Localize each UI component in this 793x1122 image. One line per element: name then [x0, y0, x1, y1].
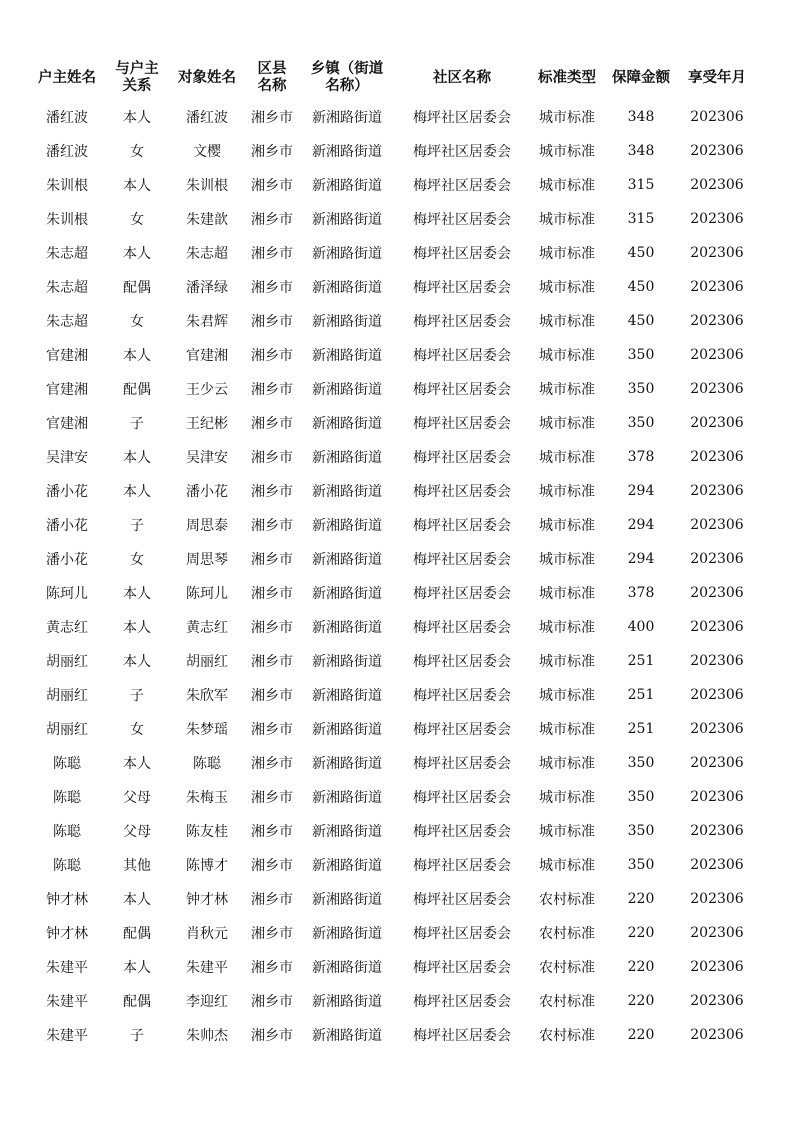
- cell-county: 湘乡市: [251, 450, 293, 466]
- cell-amount: 251: [627, 721, 655, 737]
- cell-relation: 配偶: [123, 382, 151, 398]
- cell-township: 新湘路街道: [312, 790, 382, 806]
- cell-recipient-name: 官建湘: [186, 348, 228, 364]
- cell-township: 新湘路街道: [312, 858, 382, 874]
- cell-recipient-name: 陈聪: [193, 756, 221, 772]
- cell-householder-name: 胡丽红: [46, 722, 88, 738]
- cell-township: 新湘路街道: [312, 314, 382, 330]
- cell-township: 新湘路街道: [312, 756, 382, 772]
- cell-amount: 315: [627, 177, 655, 193]
- cell-township: 新湘路街道: [312, 892, 382, 908]
- cell-recipient-name: 朱梦瑶: [186, 722, 228, 738]
- cell-community: 梅坪社区居委会: [413, 416, 511, 432]
- table-header-row: [28, 56, 758, 100]
- cell-householder-name: 潘小花: [46, 552, 88, 568]
- cell-community: 梅坪社区居委会: [413, 858, 511, 874]
- cell-relation: 本人: [123, 484, 151, 500]
- table-row: [28, 916, 758, 950]
- cell-relation: 女: [130, 722, 144, 738]
- table-row: [28, 406, 758, 440]
- cell-standard-type: 城市标准: [539, 858, 595, 874]
- cell-period: 202306: [690, 823, 744, 839]
- cell-householder-name: 黄志红: [46, 620, 88, 636]
- cell-amount: 294: [627, 551, 655, 567]
- cell-recipient-name: 朱欣军: [186, 688, 228, 704]
- cell-householder-name: 朱训根: [46, 212, 88, 228]
- cell-amount: 350: [627, 755, 655, 771]
- cell-community: 梅坪社区居委会: [413, 382, 511, 398]
- cell-amount: 350: [627, 789, 655, 805]
- cell-standard-type: 农村标准: [539, 892, 595, 908]
- cell-period: 202306: [690, 245, 744, 261]
- table-row: [28, 746, 758, 780]
- cell-county: 湘乡市: [251, 552, 293, 568]
- header-amount: 保障金额: [612, 69, 670, 86]
- cell-period: 202306: [690, 585, 744, 601]
- cell-township: 新湘路街道: [312, 960, 382, 976]
- table-row: [28, 270, 758, 304]
- cell-householder-name: 朱建平: [46, 960, 88, 976]
- cell-period: 202306: [690, 211, 744, 227]
- cell-amount: 251: [627, 687, 655, 703]
- table-row: [28, 508, 758, 542]
- cell-relation: 本人: [123, 246, 151, 262]
- cell-county: 湘乡市: [251, 960, 293, 976]
- cell-community: 梅坪社区居委会: [413, 450, 511, 466]
- cell-county: 湘乡市: [251, 178, 293, 194]
- cell-county: 湘乡市: [251, 654, 293, 670]
- cell-township: 新湘路街道: [312, 926, 382, 942]
- cell-amount: 378: [627, 585, 655, 601]
- cell-township: 新湘路街道: [312, 178, 382, 194]
- cell-recipient-name: 周思琴: [186, 552, 228, 568]
- cell-relation: 其他: [123, 858, 151, 874]
- cell-community: 梅坪社区居委会: [413, 960, 511, 976]
- cell-community: 梅坪社区居委会: [413, 144, 511, 160]
- cell-township: 新湘路街道: [312, 824, 382, 840]
- cell-recipient-name: 肖秋元: [186, 926, 228, 942]
- cell-householder-name: 陈聪: [53, 756, 81, 772]
- cell-amount: 220: [627, 993, 655, 1009]
- table-row: [28, 1018, 758, 1052]
- cell-period: 202306: [690, 279, 744, 295]
- cell-county: 湘乡市: [251, 1028, 293, 1044]
- cell-recipient-name: 朱梅玉: [186, 790, 228, 806]
- cell-township: 新湘路街道: [312, 654, 382, 670]
- cell-recipient-name: 钟才林: [186, 892, 228, 908]
- cell-county: 湘乡市: [251, 586, 293, 602]
- cell-householder-name: 钟才林: [46, 926, 88, 942]
- cell-standard-type: 农村标准: [539, 960, 595, 976]
- cell-county: 湘乡市: [251, 212, 293, 228]
- cell-householder-name: 陈珂儿: [46, 586, 88, 602]
- cell-amount: 220: [627, 891, 655, 907]
- cell-period: 202306: [690, 959, 744, 975]
- cell-relation: 本人: [123, 960, 151, 976]
- table-row: [28, 202, 758, 236]
- cell-community: 梅坪社区居委会: [413, 824, 511, 840]
- cell-township: 新湘路街道: [312, 586, 382, 602]
- cell-county: 湘乡市: [251, 144, 293, 160]
- table-body: [28, 100, 758, 1052]
- cell-community: 梅坪社区居委会: [413, 688, 511, 704]
- cell-township: 新湘路街道: [312, 450, 382, 466]
- table-row: [28, 134, 758, 168]
- cell-period: 202306: [690, 721, 744, 737]
- cell-county: 湘乡市: [251, 790, 293, 806]
- cell-township: 新湘路街道: [312, 382, 382, 398]
- cell-householder-name: 陈聪: [53, 858, 81, 874]
- cell-standard-type: 城市标准: [539, 110, 595, 126]
- cell-recipient-name: 吴津安: [186, 450, 228, 466]
- cell-relation: 本人: [123, 620, 151, 636]
- cell-householder-name: 官建湘: [46, 348, 88, 364]
- table-row: [28, 678, 758, 712]
- table-row: [28, 814, 758, 848]
- document-page: [28, 56, 758, 1052]
- cell-period: 202306: [690, 109, 744, 125]
- cell-amount: 348: [627, 109, 655, 125]
- header-householder-name: 户主姓名: [38, 69, 96, 86]
- table-row: [28, 848, 758, 882]
- cell-period: 202306: [690, 381, 744, 397]
- table-row: [28, 984, 758, 1018]
- subsidy-table: [28, 56, 758, 1052]
- table-row: [28, 542, 758, 576]
- cell-community: 梅坪社区居委会: [413, 518, 511, 534]
- cell-township: 新湘路街道: [312, 518, 382, 534]
- cell-amount: 450: [627, 313, 655, 329]
- table-row: [28, 440, 758, 474]
- cell-period: 202306: [690, 993, 744, 1009]
- table-row: [28, 168, 758, 202]
- cell-recipient-name: 朱帅杰: [186, 1028, 228, 1044]
- cell-county: 湘乡市: [251, 416, 293, 432]
- cell-recipient-name: 潘红波: [186, 110, 228, 126]
- cell-recipient-name: 朱志超: [186, 246, 228, 262]
- cell-amount: 348: [627, 143, 655, 159]
- cell-county: 湘乡市: [251, 722, 293, 738]
- cell-recipient-name: 潘泽绿: [186, 280, 228, 296]
- cell-recipient-name: 陈博才: [186, 858, 228, 874]
- cell-householder-name: 朱建平: [46, 1028, 88, 1044]
- cell-county: 湘乡市: [251, 314, 293, 330]
- cell-recipient-name: 周思泰: [186, 518, 228, 534]
- cell-householder-name: 胡丽红: [46, 688, 88, 704]
- cell-period: 202306: [690, 143, 744, 159]
- cell-relation: 女: [130, 212, 144, 228]
- cell-householder-name: 朱志超: [46, 280, 88, 296]
- cell-community: 梅坪社区居委会: [413, 620, 511, 636]
- cell-county: 湘乡市: [251, 994, 293, 1010]
- cell-community: 梅坪社区居委会: [413, 110, 511, 126]
- cell-county: 湘乡市: [251, 892, 293, 908]
- header-recipient-name: 对象姓名: [178, 69, 236, 86]
- cell-community: 梅坪社区居委会: [413, 484, 511, 500]
- cell-relation: 父母: [123, 790, 151, 806]
- cell-period: 202306: [690, 347, 744, 363]
- cell-relation: 女: [130, 144, 144, 160]
- cell-period: 202306: [690, 687, 744, 703]
- cell-period: 202306: [690, 483, 744, 499]
- cell-county: 湘乡市: [251, 382, 293, 398]
- cell-recipient-name: 黄志红: [186, 620, 228, 636]
- header-period: 享受年月: [688, 69, 746, 86]
- cell-period: 202306: [690, 925, 744, 941]
- cell-householder-name: 潘小花: [46, 518, 88, 534]
- cell-township: 新湘路街道: [312, 1028, 382, 1044]
- cell-township: 新湘路街道: [312, 416, 382, 432]
- cell-county: 湘乡市: [251, 926, 293, 942]
- cell-standard-type: 农村标准: [539, 1028, 595, 1044]
- cell-householder-name: 陈聪: [53, 824, 81, 840]
- cell-county: 湘乡市: [251, 110, 293, 126]
- cell-period: 202306: [690, 551, 744, 567]
- cell-standard-type: 城市标准: [539, 620, 595, 636]
- cell-amount: 378: [627, 449, 655, 465]
- cell-recipient-name: 王少云: [186, 382, 228, 398]
- cell-community: 梅坪社区居委会: [413, 314, 511, 330]
- cell-householder-name: 官建湘: [46, 416, 88, 432]
- cell-standard-type: 城市标准: [539, 314, 595, 330]
- cell-community: 梅坪社区居委会: [413, 654, 511, 670]
- cell-period: 202306: [690, 415, 744, 431]
- cell-standard-type: 城市标准: [539, 756, 595, 772]
- cell-community: 梅坪社区居委会: [413, 178, 511, 194]
- cell-amount: 220: [627, 959, 655, 975]
- cell-standard-type: 城市标准: [539, 348, 595, 364]
- cell-township: 新湘路街道: [312, 484, 382, 500]
- cell-amount: 350: [627, 415, 655, 431]
- cell-relation: 本人: [123, 654, 151, 670]
- cell-period: 202306: [690, 653, 744, 669]
- cell-community: 梅坪社区居委会: [413, 1028, 511, 1044]
- cell-county: 湘乡市: [251, 484, 293, 500]
- cell-period: 202306: [690, 313, 744, 329]
- cell-community: 梅坪社区居委会: [413, 280, 511, 296]
- cell-county: 湘乡市: [251, 688, 293, 704]
- cell-amount: 294: [627, 483, 655, 499]
- cell-relation: 本人: [123, 110, 151, 126]
- cell-community: 梅坪社区居委会: [413, 246, 511, 262]
- table-row: [28, 712, 758, 746]
- cell-standard-type: 城市标准: [539, 790, 595, 806]
- cell-amount: 350: [627, 857, 655, 873]
- cell-relation: 配偶: [123, 994, 151, 1010]
- cell-householder-name: 吴津安: [46, 450, 88, 466]
- cell-relation: 配偶: [123, 926, 151, 942]
- cell-period: 202306: [690, 857, 744, 873]
- cell-amount: 251: [627, 653, 655, 669]
- cell-township: 新湘路街道: [312, 144, 382, 160]
- cell-community: 梅坪社区居委会: [413, 552, 511, 568]
- cell-period: 202306: [690, 619, 744, 635]
- cell-amount: 220: [627, 925, 655, 941]
- cell-standard-type: 城市标准: [539, 416, 595, 432]
- cell-householder-name: 潘小花: [46, 484, 88, 500]
- cell-householder-name: 陈聪: [53, 790, 81, 806]
- cell-recipient-name: 陈友桂: [186, 824, 228, 840]
- cell-county: 湘乡市: [251, 518, 293, 534]
- cell-township: 新湘路街道: [312, 110, 382, 126]
- cell-standard-type: 城市标准: [539, 484, 595, 500]
- cell-relation: 子: [130, 416, 144, 432]
- cell-relation: 本人: [123, 348, 151, 364]
- cell-householder-name: 钟才林: [46, 892, 88, 908]
- cell-recipient-name: 文樱: [193, 144, 221, 160]
- cell-standard-type: 城市标准: [539, 144, 595, 160]
- cell-period: 202306: [690, 449, 744, 465]
- cell-standard-type: 城市标准: [539, 518, 595, 534]
- cell-period: 202306: [690, 517, 744, 533]
- cell-standard-type: 城市标准: [539, 722, 595, 738]
- table-row: [28, 882, 758, 916]
- cell-relation: 本人: [123, 586, 151, 602]
- cell-relation: 父母: [123, 824, 151, 840]
- cell-recipient-name: 王纪彬: [186, 416, 228, 432]
- cell-relation: 本人: [123, 178, 151, 194]
- cell-standard-type: 城市标准: [539, 212, 595, 228]
- cell-county: 湘乡市: [251, 756, 293, 772]
- cell-community: 梅坪社区居委会: [413, 892, 511, 908]
- cell-amount: 450: [627, 279, 655, 295]
- cell-householder-name: 朱建平: [46, 994, 88, 1010]
- cell-community: 梅坪社区居委会: [413, 926, 511, 942]
- cell-county: 湘乡市: [251, 246, 293, 262]
- cell-standard-type: 农村标准: [539, 994, 595, 1010]
- cell-householder-name: 朱志超: [46, 246, 88, 262]
- header-community-name: 社区名称: [433, 69, 491, 86]
- cell-relation: 本人: [123, 892, 151, 908]
- table-row: [28, 576, 758, 610]
- cell-householder-name: 官建湘: [46, 382, 88, 398]
- cell-standard-type: 城市标准: [539, 552, 595, 568]
- cell-township: 新湘路街道: [312, 722, 382, 738]
- table-row: [28, 780, 758, 814]
- cell-standard-type: 城市标准: [539, 280, 595, 296]
- cell-standard-type: 城市标准: [539, 450, 595, 466]
- cell-township: 新湘路街道: [312, 552, 382, 568]
- cell-householder-name: 朱训根: [46, 178, 88, 194]
- cell-recipient-name: 潘小花: [186, 484, 228, 500]
- cell-recipient-name: 朱建平: [186, 960, 228, 976]
- cell-relation: 配偶: [123, 280, 151, 296]
- table-row: [28, 474, 758, 508]
- cell-relation: 子: [130, 688, 144, 704]
- cell-standard-type: 城市标准: [539, 586, 595, 602]
- header-township-name: 乡镇（街道 名称）: [310, 61, 384, 94]
- table-row: [28, 304, 758, 338]
- cell-community: 梅坪社区居委会: [413, 586, 511, 602]
- cell-township: 新湘路街道: [312, 688, 382, 704]
- cell-township: 新湘路街道: [312, 348, 382, 364]
- cell-amount: 350: [627, 347, 655, 363]
- cell-relation: 女: [130, 552, 144, 568]
- table-row: [28, 338, 758, 372]
- cell-relation: 子: [130, 518, 144, 534]
- cell-standard-type: 城市标准: [539, 382, 595, 398]
- table-row: [28, 236, 758, 270]
- cell-period: 202306: [690, 789, 744, 805]
- table-row: [28, 372, 758, 406]
- cell-amount: 294: [627, 517, 655, 533]
- cell-relation: 子: [130, 1028, 144, 1044]
- cell-township: 新湘路街道: [312, 620, 382, 636]
- cell-township: 新湘路街道: [312, 994, 382, 1010]
- cell-relation: 本人: [123, 756, 151, 772]
- cell-county: 湘乡市: [251, 280, 293, 296]
- cell-recipient-name: 朱训根: [186, 178, 228, 194]
- cell-standard-type: 城市标准: [539, 688, 595, 704]
- cell-recipient-name: 陈珂儿: [186, 586, 228, 602]
- cell-amount: 350: [627, 823, 655, 839]
- cell-amount: 315: [627, 211, 655, 227]
- cell-recipient-name: 朱君辉: [186, 314, 228, 330]
- cell-standard-type: 城市标准: [539, 246, 595, 262]
- cell-period: 202306: [690, 177, 744, 193]
- cell-standard-type: 农村标准: [539, 926, 595, 942]
- header-relation-to-householder: 与户主 关系: [115, 61, 159, 94]
- cell-recipient-name: 李迎红: [186, 994, 228, 1010]
- cell-county: 湘乡市: [251, 824, 293, 840]
- cell-county: 湘乡市: [251, 348, 293, 364]
- cell-township: 新湘路街道: [312, 212, 382, 228]
- cell-relation: 女: [130, 314, 144, 330]
- cell-householder-name: 胡丽红: [46, 654, 88, 670]
- header-standard-type: 标准类型: [538, 69, 596, 86]
- cell-community: 梅坪社区居委会: [413, 722, 511, 738]
- cell-standard-type: 城市标准: [539, 824, 595, 840]
- table-row: [28, 950, 758, 984]
- cell-standard-type: 城市标准: [539, 178, 595, 194]
- cell-recipient-name: 朱建歆: [186, 212, 228, 228]
- cell-community: 梅坪社区居委会: [413, 348, 511, 364]
- cell-householder-name: 潘红波: [46, 144, 88, 160]
- cell-community: 梅坪社区居委会: [413, 994, 511, 1010]
- cell-community: 梅坪社区居委会: [413, 756, 511, 772]
- cell-period: 202306: [690, 1027, 744, 1043]
- cell-period: 202306: [690, 891, 744, 907]
- cell-county: 湘乡市: [251, 858, 293, 874]
- cell-householder-name: 朱志超: [46, 314, 88, 330]
- cell-amount: 400: [627, 619, 655, 635]
- cell-standard-type: 城市标准: [539, 654, 595, 670]
- cell-period: 202306: [690, 755, 744, 771]
- cell-township: 新湘路街道: [312, 280, 382, 296]
- cell-community: 梅坪社区居委会: [413, 790, 511, 806]
- header-county-name: 区县 名称: [257, 61, 287, 94]
- table-row: [28, 644, 758, 678]
- cell-relation: 本人: [123, 450, 151, 466]
- cell-recipient-name: 胡丽红: [186, 654, 228, 670]
- cell-amount: 220: [627, 1027, 655, 1043]
- table-row: [28, 100, 758, 134]
- cell-amount: 450: [627, 245, 655, 261]
- cell-community: 梅坪社区居委会: [413, 212, 511, 228]
- cell-county: 湘乡市: [251, 620, 293, 636]
- cell-township: 新湘路街道: [312, 246, 382, 262]
- cell-amount: 350: [627, 381, 655, 397]
- cell-householder-name: 潘红波: [46, 110, 88, 126]
- table-row: [28, 610, 758, 644]
